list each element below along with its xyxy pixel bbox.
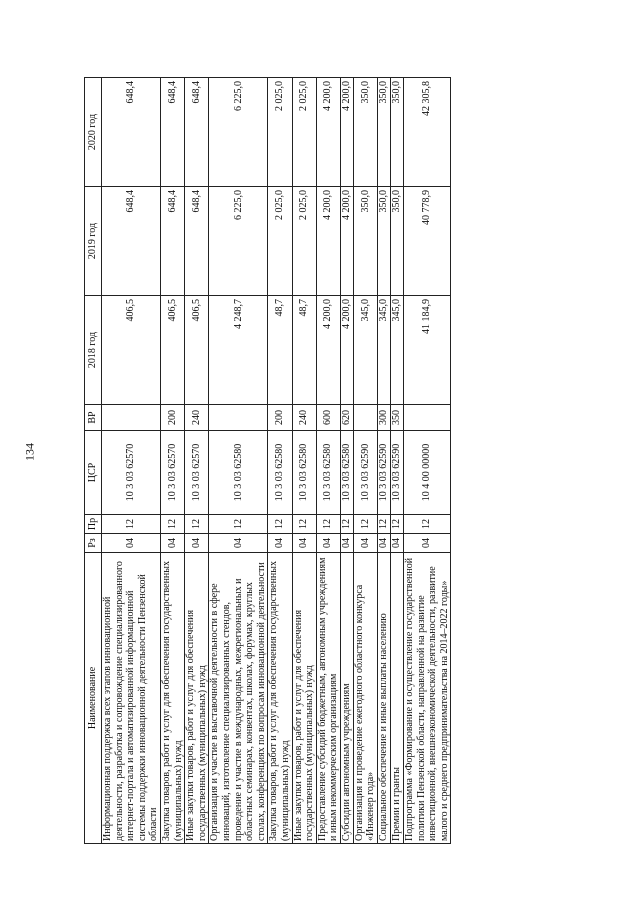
row-2019: 350,0 — [391, 187, 404, 296]
row-name: Социальное обеспечение и иные выплаты населению — [378, 553, 391, 844]
row-vr: 200 — [268, 405, 292, 431]
row-2018: 406,5 — [160, 296, 184, 405]
row-2018: 4 248,7 — [209, 296, 268, 405]
col-header-pr: Пр — [85, 515, 102, 534]
row-2020: 6 225,0 — [209, 78, 268, 187]
row-pr: 12 — [185, 515, 209, 534]
row-rz: 04 — [292, 534, 316, 553]
row-name: Организация и проведение ежегодного областного конкурса «Инженер года» — [353, 553, 377, 844]
col-header-csr: ЦСР — [85, 431, 102, 515]
col-header-rz: Рз — [85, 534, 102, 553]
row-rz: 04 — [391, 534, 404, 553]
row-2019: 4 200,0 — [316, 187, 340, 296]
row-2020: 2 025,0 — [292, 78, 316, 187]
row-pr: 12 — [353, 515, 377, 534]
row-csr: 10 3 03 62580 — [268, 431, 292, 515]
table-row — [209, 78, 268, 844]
row-csr: 10 4 00 00000 — [404, 431, 451, 515]
row-vr: 200 — [160, 405, 184, 431]
row-vr: 600 — [316, 405, 340, 431]
row-name: Иные закупки товаров, работ и услуг для обеспечения государственных (муниципальных) нужд — [292, 553, 316, 844]
row-2020: 4 200,0 — [316, 78, 340, 187]
table-row — [160, 78, 184, 844]
row-2019: 40 778,9 — [404, 187, 451, 296]
col-header-name: Наименование — [85, 553, 102, 844]
table-header — [85, 78, 102, 844]
row-2019: 4 200,0 — [340, 187, 353, 296]
budget-table — [84, 77, 451, 844]
row-2018: 345,0 — [353, 296, 377, 405]
row-csr: 10 3 03 62570 — [102, 431, 161, 515]
row-pr: 12 — [340, 515, 353, 534]
row-pr: 12 — [404, 515, 451, 534]
row-rz: 04 — [160, 534, 184, 553]
row-csr: 10 3 03 62570 — [185, 431, 209, 515]
row-pr: 12 — [160, 515, 184, 534]
row-2018: 345,0 — [378, 296, 391, 405]
row-2018: 406,5 — [102, 296, 161, 405]
table-body — [102, 78, 451, 844]
table-row — [404, 78, 451, 844]
row-pr: 12 — [391, 515, 404, 534]
table-row — [292, 78, 316, 844]
row-csr: 10 3 03 62590 — [378, 431, 391, 515]
row-name: Информационная поддержка всех этапов инновационной деятельности, разработка и сопровождение специализированного интернет-портала и автоматизированной информационной системы поддержки инновационной деятельности Пензенской области — [102, 553, 161, 844]
row-2020: 350,0 — [391, 78, 404, 187]
row-2018: 4 200,0 — [340, 296, 353, 405]
row-name: Субсидии автономным учреждениям — [340, 553, 353, 844]
row-name: Закупка товаров, работ и услуг для обеспечения государственных (муниципальных) нужд — [160, 553, 184, 844]
col-header-vr: ВР — [85, 405, 102, 431]
row-name: Подпрограмма «Формирование и осуществление государственной политики Пензенской области, направленной на развитие инвестиционной, внешнеэкономической деятельности, развитие малого и среднего предпринимательства на 2014–2022 годы» — [404, 553, 451, 844]
row-2020: 648,4 — [102, 78, 161, 187]
row-vr — [209, 405, 268, 431]
row-name: Предоставление субсидий бюджетным, автономным учреждениям и иным некоммерческим организациям — [316, 553, 340, 844]
row-pr: 12 — [102, 515, 161, 534]
row-2019: 2 025,0 — [268, 187, 292, 296]
col-header-2020: 2020 год — [85, 78, 102, 187]
row-pr: 12 — [268, 515, 292, 534]
row-2019: 648,4 — [185, 187, 209, 296]
row-pr: 12 — [316, 515, 340, 534]
table-row — [185, 78, 209, 844]
row-vr — [102, 405, 161, 431]
row-2018: 48,7 — [292, 296, 316, 405]
row-rz: 04 — [404, 534, 451, 553]
row-vr — [404, 405, 451, 431]
row-rz: 04 — [102, 534, 161, 553]
row-pr: 12 — [209, 515, 268, 534]
row-rz: 04 — [268, 534, 292, 553]
table-row — [102, 78, 161, 844]
row-vr: 240 — [185, 405, 209, 431]
row-2019: 350,0 — [353, 187, 377, 296]
row-csr: 10 3 03 62590 — [353, 431, 377, 515]
row-rz: 04 — [340, 534, 353, 553]
row-2020: 648,4 — [160, 78, 184, 187]
table-row — [316, 78, 340, 844]
row-rz: 04 — [378, 534, 391, 553]
row-2019: 2 025,0 — [292, 187, 316, 296]
row-name: Закупка товаров, работ и услуг для обеспечения государственных (муниципальных) нужд — [268, 553, 292, 844]
row-name: Организация и участие в выставочной деятельности в сфере инноваций, изготовление специализированных стендов, проведение и участие в международных, межрегиональных и областных семинарах, конвентах, школах, форумах, круглых столах, конференциях по вопросам инновационной деятельности — [209, 553, 268, 844]
row-name: Премии и гранты — [391, 553, 404, 844]
row-2018: 48,7 — [268, 296, 292, 405]
row-csr: 10 3 03 62590 — [391, 431, 404, 515]
table-row — [340, 78, 353, 844]
row-2019: 350,0 — [378, 187, 391, 296]
row-csr: 10 3 03 62570 — [160, 431, 184, 515]
row-rz: 04 — [353, 534, 377, 553]
row-2020: 42 305,8 — [404, 78, 451, 187]
row-2020: 350,0 — [378, 78, 391, 187]
row-2019: 648,4 — [102, 187, 161, 296]
row-csr: 10 3 03 62580 — [340, 431, 353, 515]
col-header-2018: 2018 год — [85, 296, 102, 405]
row-csr: 10 3 03 62580 — [292, 431, 316, 515]
row-pr: 12 — [292, 515, 316, 534]
row-2019: 648,4 — [160, 187, 184, 296]
row-vr: 240 — [292, 405, 316, 431]
row-pr: 12 — [378, 515, 391, 534]
row-2020: 4 200,0 — [340, 78, 353, 187]
row-2018: 4 200,0 — [316, 296, 340, 405]
table-row — [391, 78, 404, 844]
row-2018: 345,0 — [391, 296, 404, 405]
page-number: 134 — [22, 443, 37, 461]
table-row — [378, 78, 391, 844]
table-row — [268, 78, 292, 844]
row-rz: 04 — [316, 534, 340, 553]
budget-table-container — [84, 78, 528, 844]
row-name: Иные закупки товаров, работ и услуг для обеспечения государственных (муниципальных) нужд — [185, 553, 209, 844]
row-csr: 10 3 03 62580 — [316, 431, 340, 515]
row-2020: 2 025,0 — [268, 78, 292, 187]
row-vr: 300 — [378, 405, 391, 431]
row-csr: 10 3 03 62580 — [209, 431, 268, 515]
row-rz: 04 — [185, 534, 209, 553]
row-2018: 41 184,9 — [404, 296, 451, 405]
row-2020: 350,0 — [353, 78, 377, 187]
row-2020: 648,4 — [185, 78, 209, 187]
row-vr: 350 — [391, 405, 404, 431]
row-rz: 04 — [209, 534, 268, 553]
col-header-2019: 2019 год — [85, 187, 102, 296]
table-row — [353, 78, 377, 844]
row-2018: 406,5 — [185, 296, 209, 405]
row-vr: 620 — [340, 405, 353, 431]
row-2019: 6 225,0 — [209, 187, 268, 296]
row-vr — [353, 405, 377, 431]
